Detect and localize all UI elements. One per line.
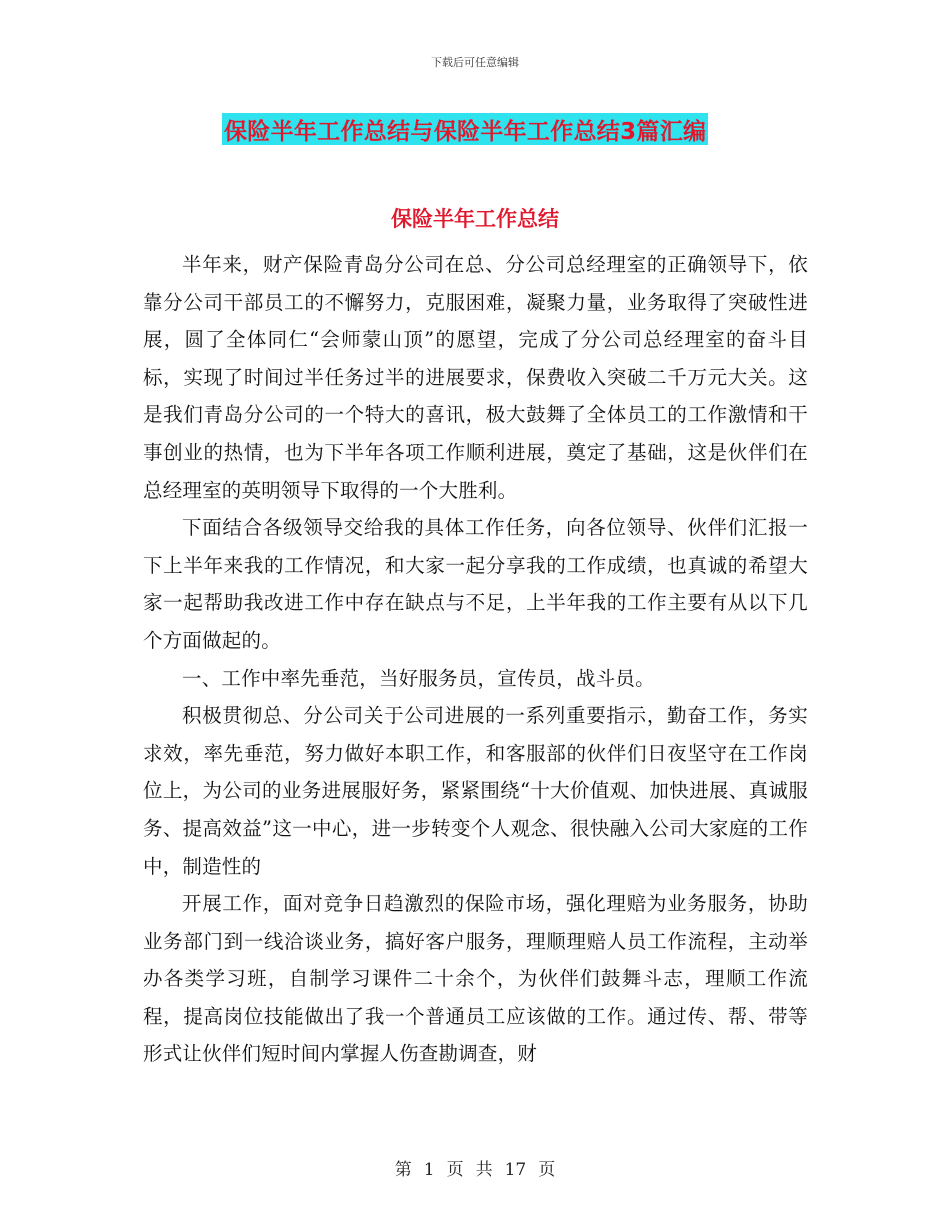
main-title: 保险半年工作总结与保险半年工作总结3篇汇编: [224, 118, 707, 145]
footer-total-unit: 页: [538, 1160, 556, 1180]
paragraph-intro: 半年来，财产保险青岛分公司在总、分公司总经理室的正确领导下，依靠分公司干部员工的不懈努力，克服困难，凝聚力量，业务取得了突破性进展，圆了全体同仁“会师蒙山顶”的愿望，完成了分公司总经理室的奋斗目标，实现了时间过半任务过半的进展要求，保费收入突破二千万元大关。这是我们青岛分公司的一个特大的喜讯，极大鼓舞了全体员工的工作激情和干事创业的热情，也为下半年各项工作顺利进展，奠定了基础，这是伙伴们在总经理室的英明领导下取得的一个大胜利。: [143, 253, 808, 502]
header-note: 下载后可任意编辑: [431, 56, 519, 69]
page-footer: [0, 1155, 950, 1180]
paragraph-heading-one: 一、工作中率先垂范，当好服务员，宣传员，战斗员。: [182, 666, 655, 690]
footer-page-label: 第: [394, 1160, 412, 1180]
paragraph-work-development: 开展工作，面对竞争日趋激烈的保险市场，强化理赔为业务服务，协助业务部门到一线洽谈业务，搞好客户服务，理顺理赔人员工作流程，主动举办各类学习班，自制学习课件二十余个，为伙伴们鼓舞斗志，理顺工作流程，提高岗位技能做出了我一个普通员工应该做的工作。通过传、帮、带等形式让伙伴们短时间内掌握人伤查勘调查，财: [143, 892, 808, 1066]
footer-page-unit: 页: [446, 1160, 464, 1180]
document-body: [143, 246, 808, 1073]
footer-page-number: 1: [423, 1160, 435, 1180]
footer-total-number: 17: [504, 1160, 527, 1180]
footer-total-label: 共: [475, 1160, 493, 1180]
section-title: 保险半年工作总结: [391, 207, 559, 231]
paragraph-implementation: 积极贯彻总、分公司关于公司进展的一系列重要指示，勤奋工作，务实求效，率先垂范，努力做好本职工作，和客服部的伙伴们日夜坚守在工作岗位上，为公司的业务进展服好务，紧紧围绕“十大价值观、加快进展、真诚服务、提高效益”这一中心，进一步转变个人观念、很快融入公司大家庭的工作中，制造性的: [143, 704, 808, 878]
main-title-highlight: [222, 113, 708, 145]
paragraph-report: 下面结合各级领导交给我的具体工作任务，向各位领导、伙伴们汇报一下上半年来我的工作情况，和大家一起分享我的工作成绩，也真诚的希望大家一起帮助我改进工作中存在缺点与不足，上半年我的工作主要有从以下几个方面做起的。: [143, 516, 808, 652]
